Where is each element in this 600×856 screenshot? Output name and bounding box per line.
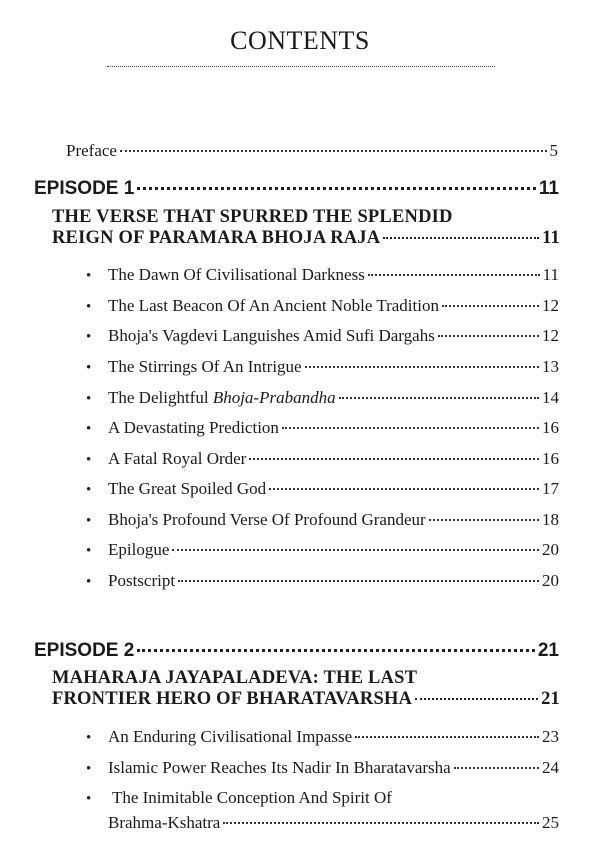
toc-page-number: 18	[542, 510, 559, 529]
dot-leader	[339, 397, 539, 399]
toc-page-number: 16	[542, 449, 559, 468]
toc-list-item	[86, 479, 559, 499]
bullet-icon: •	[86, 730, 92, 746]
episode-label: EPISODE 1	[34, 178, 135, 199]
toc-page-number: 23	[542, 727, 559, 746]
toc-page-number: 17	[542, 479, 559, 498]
toc-page-number: 12	[542, 326, 559, 345]
toc-entry-label: Epilogue	[108, 540, 170, 559]
chapter-title-last-line	[52, 689, 560, 710]
bullet-icon: •	[86, 452, 92, 468]
toc-entry-label: Preface	[66, 141, 117, 160]
chapter-title-line: FRONTIER HERO OF BHARATAVARSHA	[52, 689, 413, 709]
dot-leader	[137, 187, 536, 190]
toc-episode-heading	[34, 178, 559, 200]
toc-page-number: 16	[542, 418, 559, 437]
toc-page-number: 25	[542, 813, 559, 832]
bullet-icon: •	[86, 482, 92, 498]
toc-page-number: 24	[542, 758, 559, 777]
toc-entry-label: Bhoja's Profound Verse Of Profound Grandeur	[108, 510, 426, 529]
toc-entry-label: Bhoja's Vagdevi Languishes Amid Sufi Dargahs	[108, 326, 435, 345]
dot-leader	[305, 366, 539, 368]
toc-entry-label-italic: Bhoja-Prabandha	[212, 388, 336, 407]
bullet-icon: •	[86, 391, 92, 407]
dot-leader	[415, 698, 538, 700]
toc-page-number: 11	[538, 178, 559, 199]
toc-page-number: 20	[542, 540, 559, 559]
dot-leader	[454, 767, 539, 769]
bullet-icon: •	[86, 791, 92, 807]
toc-entry-preface	[66, 141, 558, 161]
toc-page-number: 12	[542, 296, 559, 315]
chapter-title-line: MAHARAJA JAYAPALADEVA: THE LAST	[52, 668, 418, 688]
toc-entry-label: The Stirrings Of An Intrigue	[108, 357, 302, 376]
toc-page-number: 21	[541, 689, 560, 709]
toc-episode-heading	[34, 640, 559, 662]
dot-leader	[438, 335, 539, 337]
toc-list-item	[86, 265, 559, 285]
toc-page-number: 13	[542, 357, 559, 376]
bullet-icon: •	[86, 421, 92, 437]
toc-page-number: 5	[549, 141, 558, 160]
toc-list-item	[86, 788, 559, 833]
dot-leader	[178, 580, 539, 582]
toc-list-item	[86, 510, 559, 530]
toc-page-number: 20	[542, 571, 559, 590]
bullet-icon: •	[86, 329, 92, 345]
toc-entry-label: The Last Beacon Of An Ancient Noble Tradition	[108, 296, 439, 315]
bullet-icon: •	[86, 761, 92, 777]
dot-leader	[429, 519, 539, 521]
bullet-icon: •	[86, 299, 92, 315]
toc-list-item	[86, 388, 559, 408]
toc-list-item	[86, 449, 559, 469]
toc-entry-label: Islamic Power Reaches Its Nadir In Bharatavarsha	[108, 758, 451, 777]
toc-entry-label-prefix: The Delightful	[108, 388, 213, 407]
chapter-title-line: THE VERSE THAT SPURRED THE SPLENDID	[52, 207, 453, 227]
dot-leader	[172, 549, 539, 551]
toc-list-item	[86, 758, 559, 778]
toc-entry-label: The Inimitable Conception And Spirit Of	[111, 788, 392, 807]
chapter-title-line: REIGN OF PARAMARA BHOJA RAJA	[52, 228, 381, 248]
toc-list-item	[86, 357, 559, 377]
dot-leader	[355, 736, 539, 738]
dot-leader	[442, 305, 539, 307]
toc-entry-label: The Dawn Of Civilisational Darkness	[108, 265, 365, 284]
episode-label: EPISODE 2	[34, 640, 135, 661]
toc-entry-label: The Great Spoiled God	[108, 479, 267, 498]
toc-list-item	[86, 418, 559, 438]
dot-leader	[249, 458, 539, 460]
toc-list-item	[86, 571, 559, 591]
bullet-icon: •	[86, 574, 92, 590]
toc-chapter-title	[52, 207, 560, 249]
toc-entry-first-line	[86, 788, 559, 808]
dot-leader	[383, 237, 539, 239]
toc-entry-label: A Fatal Royal Order	[108, 449, 247, 468]
toc-page-number: 11	[542, 265, 559, 284]
dot-leader	[223, 822, 539, 824]
toc-list-item	[86, 296, 559, 316]
toc-page-number: 11	[542, 228, 560, 248]
dot-leader	[282, 427, 539, 429]
toc-list-item	[86, 540, 559, 560]
toc-entry-label: A Devastating Prediction	[108, 418, 279, 437]
toc-list-item	[86, 727, 559, 747]
bullet-icon: •	[86, 268, 92, 284]
toc-list-item	[86, 326, 559, 346]
dot-leader	[120, 150, 547, 152]
page-title: CONTENTS	[230, 26, 370, 55]
dot-leader	[269, 488, 539, 490]
dot-leader	[368, 274, 540, 276]
toc-entry-label	[108, 388, 336, 408]
toc-page-number: 21	[537, 640, 559, 661]
bullet-icon: •	[86, 543, 92, 559]
toc-entry-last-line	[108, 813, 559, 833]
toc-entry-label: Postscript	[108, 571, 176, 590]
toc-chapter-title	[52, 668, 560, 710]
title-divider	[107, 66, 495, 67]
dot-leader	[137, 649, 535, 652]
bullet-icon: •	[86, 513, 92, 529]
toc-entry-label: An Enduring Civilisational Impasse	[108, 727, 353, 746]
chapter-title-last-line	[52, 228, 560, 249]
toc-page-number: 14	[542, 388, 559, 407]
toc-entry-label: Brahma-Kshatra	[108, 813, 221, 832]
bullet-icon: •	[86, 360, 92, 376]
